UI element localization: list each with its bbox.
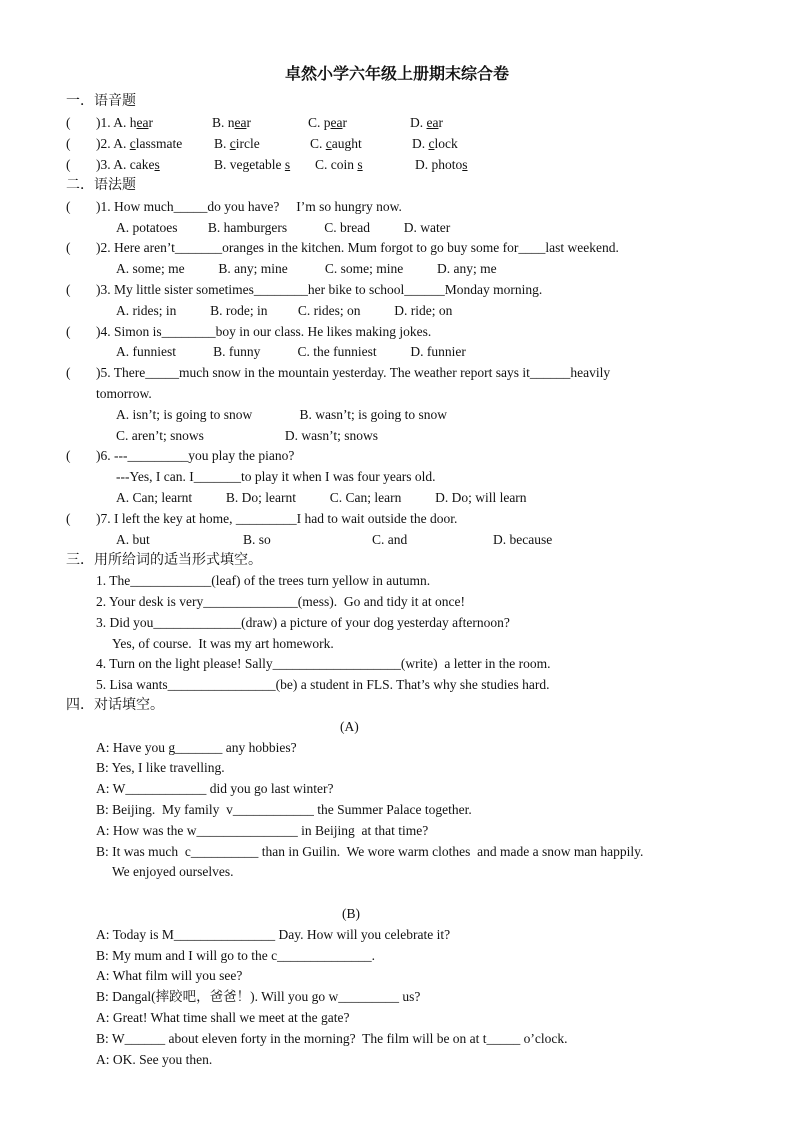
q1-3-b: B. vegetable s xyxy=(214,157,291,172)
q1-3-d: D. photos xyxy=(415,157,468,172)
q2-7-option-c: C. and xyxy=(372,532,408,547)
q2-7-option-d: D. because xyxy=(493,532,553,547)
q2-5-options-ab: A. isn’t; is going to snow B. wasn’t; is going to snow xyxy=(116,407,448,422)
dialog-a-line: B: It was much c__________ than in Guilin. We wore warm clothes and made a snow man happily. xyxy=(96,844,644,859)
q2-7-option-b: B. so xyxy=(243,532,271,547)
q2-2: )2. Here aren’t_______oranges in the kitchen. Mum forgot to go buy some for____last weekend. xyxy=(96,240,619,255)
answer-paren: ( xyxy=(66,324,71,339)
q2-1: )1. How much_____do you have? I’m so hungry now. xyxy=(96,199,402,214)
q2-6-options: A. Can; learnt B. Do; learnt C. Can; learn D. Do; will learn xyxy=(116,490,527,505)
q2-5: )5. There_____much snow in the mountain yesterday. The weather report says it______heavily xyxy=(96,365,611,380)
q3-2: 2. Your desk is very______________(mess). Go and tidy it at once! xyxy=(96,594,465,609)
answer-paren: ( xyxy=(66,365,71,380)
section-3-heading: 三．用所给词的适当形式填空。 xyxy=(66,552,262,568)
q2-6: )6. ---_________you play the piano? xyxy=(96,448,295,463)
dialog-b-line: B: My mum and I will go to the c______________. xyxy=(96,948,375,963)
dialog-a-line: B: Yes, I like travelling. xyxy=(96,760,225,775)
answer-paren: ( xyxy=(66,199,71,214)
dialog-a-line: We enjoyed ourselves. xyxy=(112,864,234,879)
dialog-b-line: A: Great! What time shall we meet at the gate? xyxy=(96,1010,350,1025)
q1-1-b: B. near xyxy=(212,115,251,130)
dialog-b-line: B: Dangal(摔跤吧，爸爸！). Will you go w_________ us? xyxy=(96,989,421,1004)
q2-3: )3. My little sister sometimes________her bike to school______Monday morning. xyxy=(96,282,543,297)
dialog-b-line: B: W______ about eleven forty in the morning? The film will be on at t_____ o’clock. xyxy=(96,1031,568,1046)
q3-3: 3. Did you_____________(draw) a picture of your dog yesterday afternoon? xyxy=(96,615,510,630)
q1-2: )2. A. classmate xyxy=(96,136,183,151)
q2-4: )4. Simon is________boy in our class. He likes making jokes. xyxy=(96,324,432,339)
q2-3-options: A. rides; in B. rode; in C. rides; on D. ride; on xyxy=(116,303,453,318)
answer-paren: ( xyxy=(66,511,71,526)
q2-7: )7. I left the key at home, _________I had to wait outside the door. xyxy=(96,511,458,526)
answer-paren: ( xyxy=(66,448,71,463)
answer-paren: ( xyxy=(66,157,71,172)
part-a-label: (A) xyxy=(340,719,359,734)
dialog-a-line: A: W____________ did you go last winter? xyxy=(96,781,334,796)
q1-1-d: D. ear xyxy=(410,115,443,130)
q2-5-cont: tomorrow. xyxy=(96,386,152,401)
part-b-label: (B) xyxy=(342,906,360,921)
section-2-heading: 二．语法题 xyxy=(66,177,136,193)
q2-4-options: A. funniest B. funny C. the funniest D. funnier xyxy=(116,344,466,359)
q2-7-option-a: A. but xyxy=(116,532,150,547)
q1-1: )1. A. hear xyxy=(96,115,153,130)
q2-1-options: A. potatoes B. hamburgers C. bread D. water xyxy=(116,220,451,235)
q2-2-options: A. some; me B. any; mine C. some; mine D. any; me xyxy=(116,261,497,276)
answer-paren: ( xyxy=(66,240,71,255)
q3-1: 1. The____________(leaf) of the trees turn yellow in autumn. xyxy=(96,573,431,588)
q2-5-options-cd: C. aren’t; snows D. wasn’t; snows xyxy=(116,428,378,443)
answer-paren: ( xyxy=(66,282,71,297)
q3-3-cont: Yes, of course. It was my art homework. xyxy=(112,636,334,651)
q2-6-reply: ---Yes, I can. I_______to play it when I was four years old. xyxy=(116,469,436,484)
dialog-a-line: B: Beijing. My family v____________ the Summer Palace together. xyxy=(96,802,472,817)
section-4-heading: 四．对话填空。 xyxy=(66,697,164,713)
answer-paren: ( xyxy=(66,136,71,151)
q3-5: 5. Lisa wants________________(be) a student in FLS. That’s why she studies hard. xyxy=(96,677,550,692)
dialog-b-line: A: OK. See you then. xyxy=(96,1052,213,1067)
q1-2-c: C. caught xyxy=(310,136,362,151)
q1-3: )3. A. cakes xyxy=(96,157,160,172)
dialog-a-line: A: How was the w_______________ in Beijing at that time? xyxy=(96,823,429,838)
page-title: 卓然小学六年级上册期末综合卷 xyxy=(284,64,509,83)
dialog-b-line: A: Today is M_______________ Day. How will you celebrate it? xyxy=(96,927,451,942)
q3-4: 4. Turn on the light please! Sally___________________(write) a letter in the room. xyxy=(96,656,551,671)
section-1-heading: 一．语音题 xyxy=(66,93,136,109)
q1-2-b: B. circle xyxy=(214,136,260,151)
q1-2-d: D. clock xyxy=(412,136,458,151)
q1-1-c: C. pear xyxy=(308,115,347,130)
dialog-a-line: A: Have you g_______ any hobbies? xyxy=(96,740,297,755)
q1-3-c: C. coin s xyxy=(315,157,363,172)
dialog-b-line: A: What film will you see? xyxy=(96,968,243,983)
answer-paren: ( xyxy=(66,115,71,130)
